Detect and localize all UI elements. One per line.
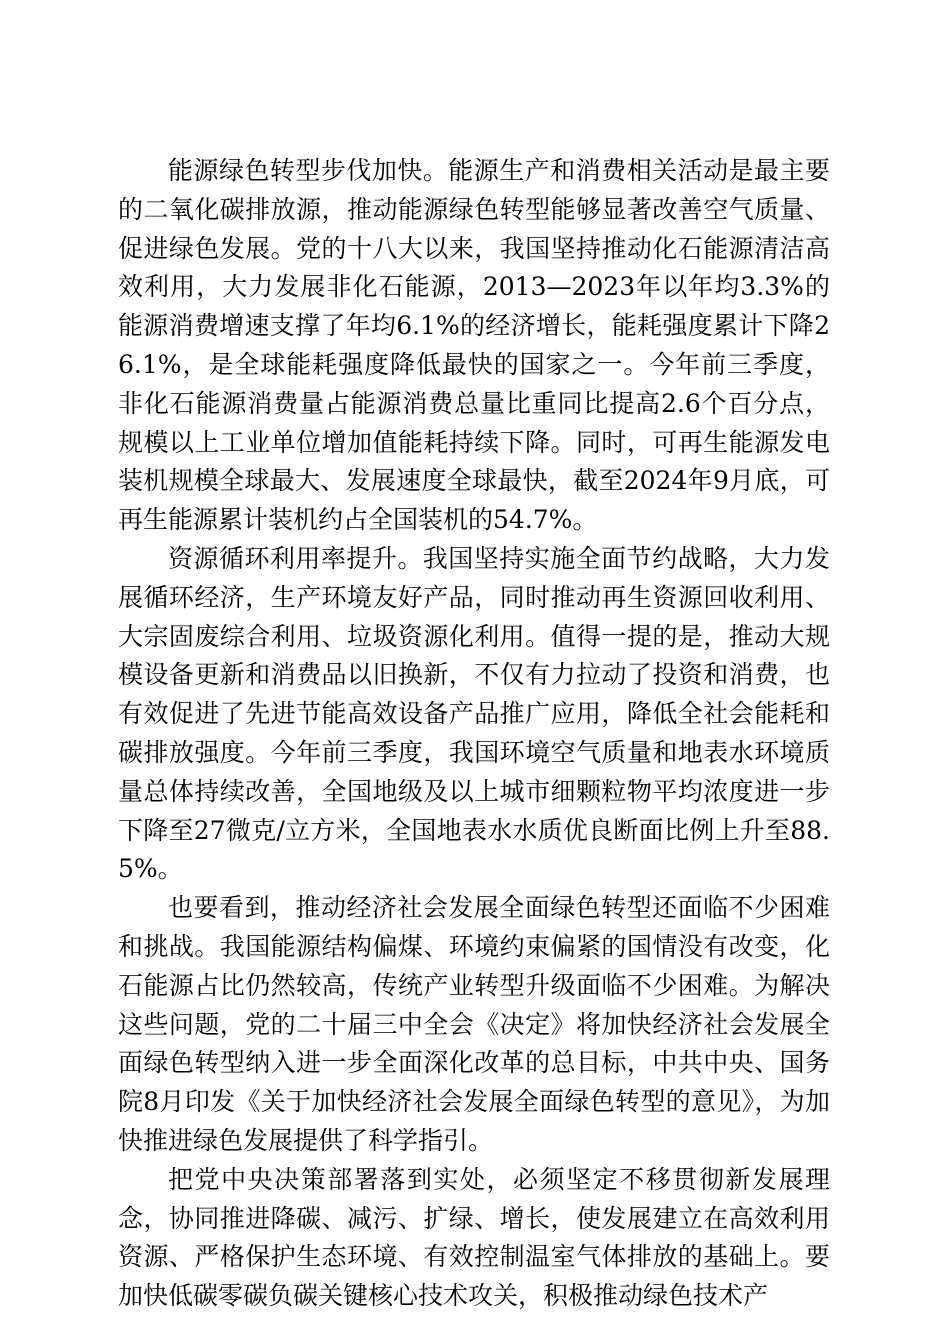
document-body: [118, 152, 830, 1316]
paragraph-challenges: 也要看到，推动经济社会发展全面绿色转型还面临不少困难和挑战。我国能源结构偏煤、环境约束偏紧的国情没有改变，化石能源占比仍然较高，传统产业转型升级面临不少困难。为解决这些问题，党的二十届三中全会《决定》将加快经济社会发展全面绿色转型纳入进一步全面深化改革的总目标，中共中央、国务院8月印发《关于加快经济社会发展全面绿色转型的意见》，为加快推进绿色发展提供了科学指引。: [118, 893, 830, 1155]
paragraph-resource-recycling: 资源循环利用率提升。我国坚持实施全面节约战略，大力发展循环经济，生产环境友好产品，同时推动再生资源回收利用、大宗固废综合利用、垃圾资源化利用。值得一提的是，推动大规模设备更新和消费品以旧换新，不仅有力拉动了投资和消费，也有效促进了先进节能高效设备产品推广应用，降低全社会能耗和碳排放强度。今年前三季度，我国环境空气质量和地表水环境质量总体持续改善，全国地级及以上城市细颗粒物平均浓度进一步下降至27微克/立方米，全国地表水水质优良断面比例上升至88.5%。: [118, 543, 830, 884]
paragraph-energy-transition: 能源绿色转型步伐加快。能源生产和消费相关活动是最主要的二氧化碳排放源，推动能源绿色转型能够显著改善空气质量、促进绿色发展。党的十八大以来，我国坚持推动化石能源清洁高效利用，大力发展非化石能源，2013—2023年以年均3.3%的能源消费增速支撑了年均6.1%的经济增长，能耗强度累计下降26.1%，是全球能耗强度降低最快的国家之一。今年前三季度，非化石能源消费量占能源消费总量比重同比提高2.6个百分点，规模以上工业单位增加值能耗持续下降。同时，可再生能源发电装机规模全球最大、发展速度全球最快，截至2024年9月底，可再生能源累计装机约占全国装机的54.7%。: [118, 156, 830, 535]
paragraph-implementation: 把党中央决策部署落到实处，必须坚定不移贯彻新发展理念，协同推进降碳、减污、扩绿、增长，使发展建立在高效利用资源、严格保护生态环境、有效控制温室气体排放的基础上。要加快低碳零碳负碳关键核心技术攻关，积极推动绿色技术产: [118, 1164, 830, 1311]
